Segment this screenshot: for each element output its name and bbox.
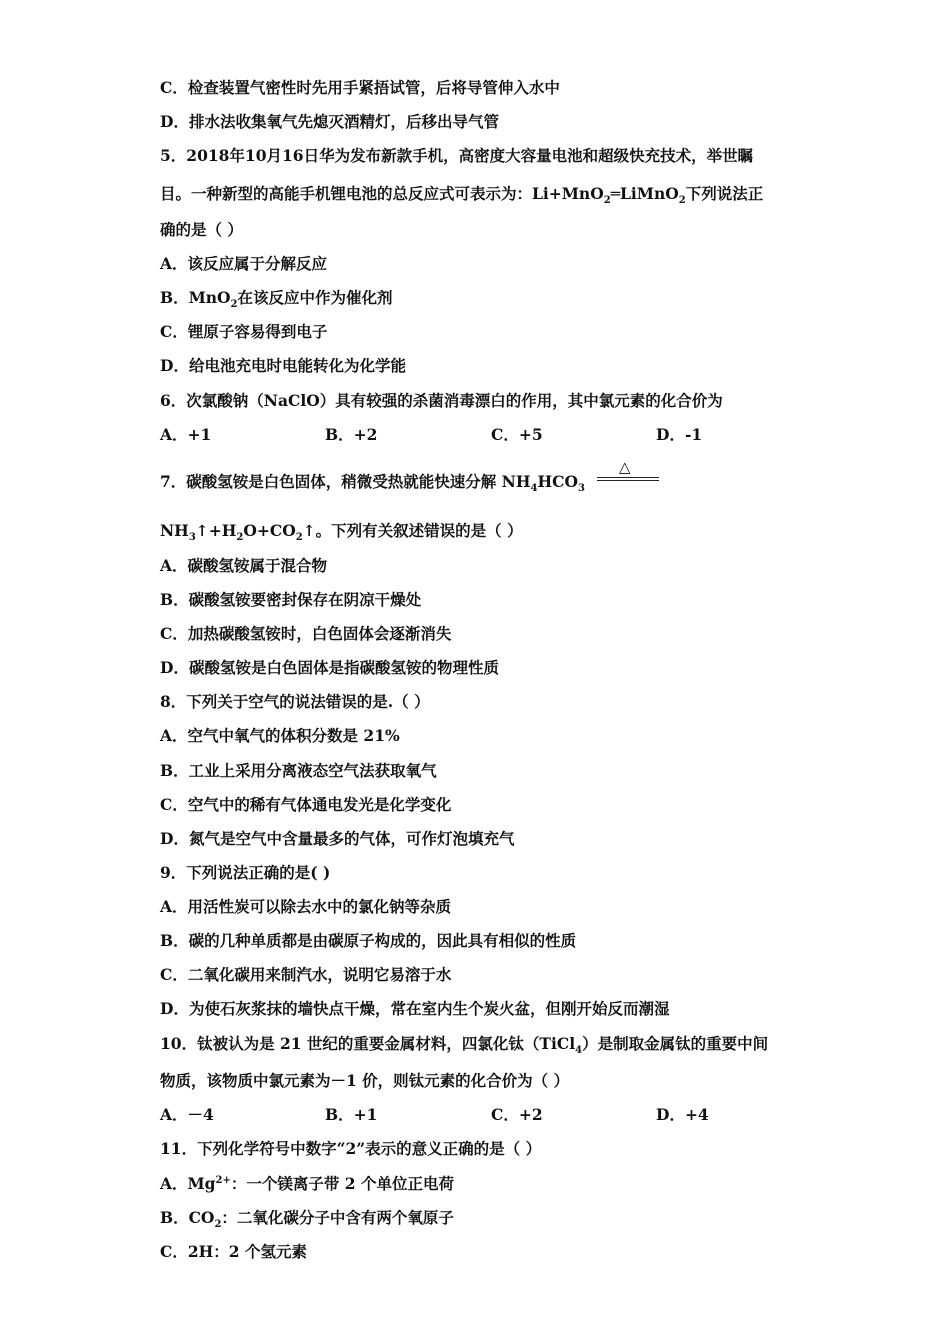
q5-stem-line3: 确的是（ ） [160,220,243,239]
q7-option-a: A．碳酸氢铵属于混合物 [160,556,328,575]
q7-stem-line2: $NH_3↑+H_2O+CO_2↑$。下列有关叙述错误的是（ ） [160,521,523,544]
q10-option-a: A．－4 [160,1105,214,1124]
q7-option-c: C．加热碳酸氢铵时，白色固体会逐渐消失 [160,624,452,643]
q5-option-a: A．该反应属于分解反应 [160,254,328,273]
q5-option-d: D．给电池充电时电能转化为化学能 [160,356,406,375]
q10-option-d: D．+4 [656,1105,709,1124]
q5-option-b: B．MnO$_2$在该反应中作为催化剂 [160,288,393,311]
q6-option-c: C．+5 [491,425,543,444]
q6-option-b: B．+2 [325,425,378,444]
q7-option-b: B．碳酸氢铵要密封保存在阴凉干燥处 [160,590,422,609]
q11-option-a: A．$Mg^{2+}$：一个镁离子带 2 个单位正电荷 [160,1174,454,1193]
q8-option-b: B．工业上采用分离液态空气法获取氧气 [160,761,437,780]
heat-triangle-icon: △ [619,458,631,476]
q10-option-c: C．+2 [491,1105,543,1124]
q7-option-d: D．碳酸氢铵是白色固体是指碳酸氢铵的物理性质 [160,658,499,677]
q4-option-d: D．排水法收集氧气先熄灭酒精灯，后移出导气管 [160,112,499,131]
q5-stem-line2: 目。一种新型的高能手机锂电池的总反应式可表示为：Li+MnO$_2$═LiMnO$_2$下列说法正 [160,184,764,207]
q6-option-d: D．-1 [656,425,703,444]
q9-option-d: D．为使石灰浆抹的墙快点干燥，常在室内生个炭火盆，但刚开始反而潮湿 [160,999,670,1018]
q9-option-c: C．二氧化碳用来制汽水，说明它易溶于水 [160,965,452,984]
q11-option-c: C．2H：2 个氢元素 [160,1242,307,1261]
q10-stem-line2: 物质，该物质中氯元素为－1 价，则钛元素的化合价为（ ） [160,1071,570,1090]
q10-option-b: B．+1 [325,1105,378,1124]
q8-stem: 8．下列关于空气的说法错误的是.（ ） [160,692,430,711]
q6-option-a: A．+1 [160,425,212,444]
q8-option-d: D．氮气是空气中含量最多的气体，可作灯泡填充气 [160,829,515,848]
q7-stem-line1: 7．碳酸氢铵是白色固体，稍微受热就能快速分解 $NH_4HCO_3$ [160,472,585,495]
q9-option-b: B．碳的几种单质都是由碳原子构成的，因此具有相似的性质 [160,931,577,950]
q5-option-c: C．锂原子容易得到电子 [160,322,328,341]
q11-option-b: B．$CO_2$：二氧化碳分子中含有两个氧原子 [160,1208,454,1231]
q11-stem: 11．下列化学符号中数字“2”表示的意义正确的是（ ） [160,1139,542,1158]
q9-option-a: A．用活性炭可以除去水中的氯化钠等杂质 [160,897,452,916]
equals-bar-top [597,477,659,478]
q8-option-a: A．空气中氧气的体积分数是 21% [160,726,400,745]
q4-option-c: C．检查装置气密性时先用手紧捂试管，后将导管伸入水中 [160,78,560,97]
q8-option-c: C．空气中的稀有气体通电发光是化学变化 [160,795,452,814]
equals-bar-bottom [597,480,659,481]
q10-stem-line1: 10．钛被认为是 21 世纪的重要金属材料，四氯化钛（TiCl$_4$）是制取金属钛的重要中间 [160,1034,769,1057]
reaction-condition-heat [597,458,659,484]
q6-stem: 6．次氯酸钠（NaClO）具有较强的杀菌消毒漂白的作用，其中氯元素的化合价为 [160,391,723,410]
q9-stem: 9．下列说法正确的是( ) [160,863,331,882]
q5-stem-line1: 5．2018年10月16日华为发布新款手机，高密度大容量电池和超级快充技术，举世瞩 [160,146,754,165]
